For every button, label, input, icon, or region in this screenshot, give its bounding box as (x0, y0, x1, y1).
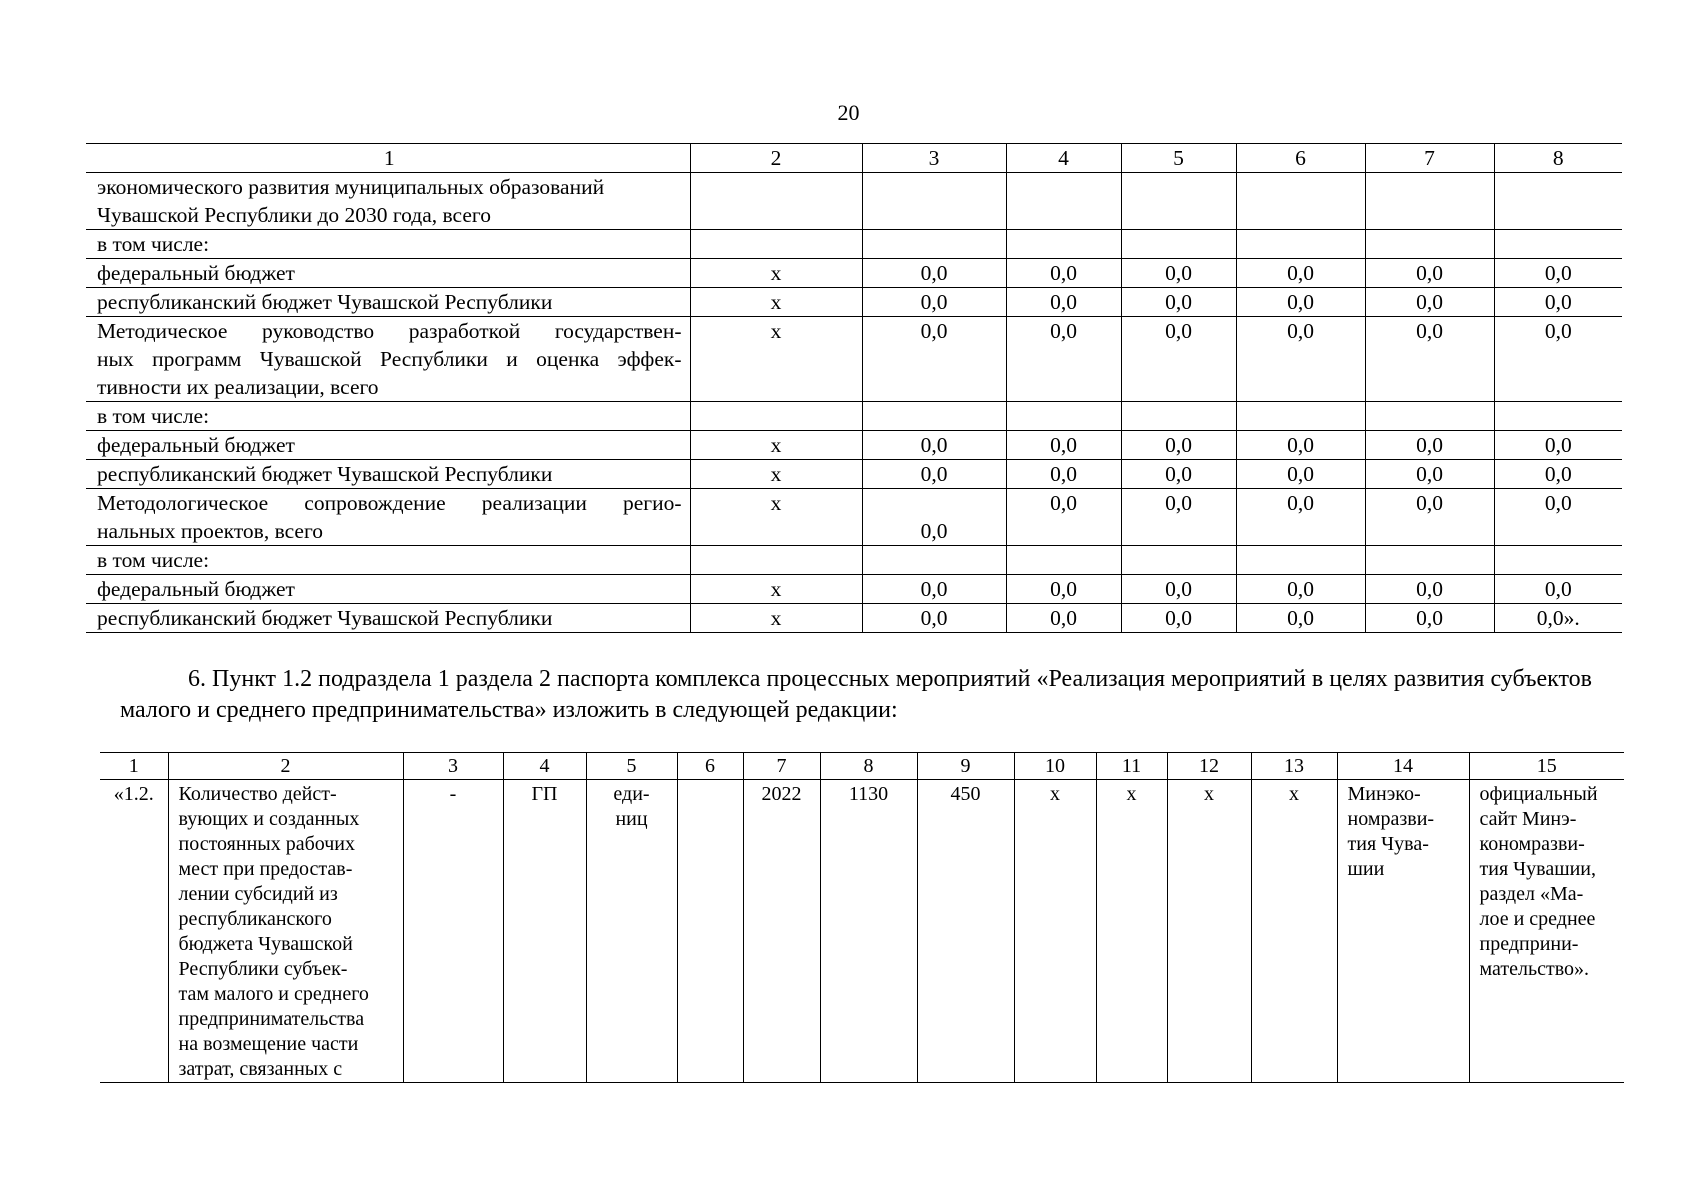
table-cell: 0,0 (1494, 575, 1622, 604)
cell-line: республиканского (178, 908, 332, 930)
table-cell: 0,0 (862, 604, 1006, 633)
column-header: 8 (1494, 144, 1622, 173)
label-line: тивности их реализации, всего (97, 375, 379, 399)
table-cell: 0,0». (1494, 604, 1622, 633)
table-cell (168, 780, 403, 1083)
cell-line: постоянных рабочих (178, 833, 356, 855)
table-cell (1365, 402, 1494, 431)
column-header: 11 (1096, 753, 1167, 780)
table-cell: 1130 (820, 780, 917, 1083)
funding-table (86, 143, 1622, 633)
table-cell: 0,0 (862, 259, 1006, 288)
column-header: 7 (743, 753, 820, 780)
column-header: 2 (690, 144, 862, 173)
cell-line: официальный (1479, 783, 1598, 805)
cell-line: кономразви- (1479, 833, 1585, 855)
table-cell (1006, 402, 1121, 431)
table-cell: 0,0 (1006, 317, 1121, 402)
table-cell: 2022 (743, 780, 820, 1083)
table-cell: 0,0 (1121, 259, 1236, 288)
row-label: федеральный бюджет (86, 431, 690, 460)
table-row (86, 259, 1622, 288)
table-cell: 0,0 (1006, 489, 1121, 546)
table-cell (862, 546, 1006, 575)
table-cell: 0,0 (1006, 259, 1121, 288)
cell-line: Республики субъек- (178, 958, 348, 980)
table-cell: 0,0 (1365, 489, 1494, 546)
table-cell (1121, 230, 1236, 259)
column-header: 1 (86, 144, 690, 173)
table-cell (1494, 173, 1622, 230)
table-header-row (100, 753, 1624, 780)
table-cell: 0,0 (1494, 259, 1622, 288)
table-cell: 0,0 (1006, 575, 1121, 604)
table-cell: x (690, 288, 862, 317)
table-cell (1236, 402, 1365, 431)
table-cell (1365, 173, 1494, 230)
table-row (86, 575, 1622, 604)
table-cell: 0,0 (1121, 288, 1236, 317)
table-cell: 0,0 (862, 288, 1006, 317)
column-header: 10 (1014, 753, 1096, 780)
table-cell: 0,0 (1494, 288, 1622, 317)
indicator-table (100, 752, 1624, 1083)
label-line: Методическое руководство разработкой государствен- (97, 319, 682, 343)
table-cell: 0,0 (1236, 575, 1365, 604)
table-cell (690, 173, 862, 230)
column-header: 1 (100, 753, 168, 780)
table-cell: 0,0 (862, 460, 1006, 489)
column-header: 6 (677, 753, 743, 780)
amendment-text: 6. Пункт 1.2 подраздела 1 раздела 2 паспорта комплекса процессных мероприятий «Реализация мероприятий в целях развития субъектов малого и среднего предпринимательства» изложить в следующей редакции: (120, 666, 1592, 723)
cell-line: лое и среднее (1479, 908, 1596, 930)
table-cell: 0,0 (1494, 460, 1622, 489)
cell-line: ниц (615, 808, 648, 830)
table-cell: 450 (917, 780, 1014, 1083)
table-cell (1365, 230, 1494, 259)
column-header: 3 (403, 753, 503, 780)
table-cell: x (690, 431, 862, 460)
table-cell: 0,0 (862, 575, 1006, 604)
table-row (86, 402, 1622, 431)
table-cell (677, 780, 743, 1083)
table-cell: 0,0 (1365, 604, 1494, 633)
column-header: 12 (1167, 753, 1251, 780)
cell-line: Количество дейст- (178, 783, 337, 805)
table-cell: x (690, 259, 862, 288)
table-row (86, 173, 1622, 230)
table-cell (1236, 546, 1365, 575)
table-cell: 0,0 (1236, 431, 1365, 460)
row-label: в том числе: (86, 402, 690, 431)
row-label: федеральный бюджет (86, 575, 690, 604)
cell-line: номразви- (1347, 808, 1435, 830)
row-label: республиканский бюджет Чувашской Республики (86, 288, 690, 317)
table-cell: 0,0 (1365, 317, 1494, 402)
column-header: 14 (1337, 753, 1469, 780)
cell-line: Минэко- (1347, 783, 1421, 805)
row-label (86, 489, 690, 546)
column-header: 15 (1469, 753, 1624, 780)
table-cell: 0,0 (1365, 460, 1494, 489)
row-label (86, 317, 690, 402)
table-cell: 0,0 (1121, 575, 1236, 604)
column-header: 2 (168, 753, 403, 780)
column-header: 7 (1365, 144, 1494, 173)
column-header: 9 (917, 753, 1014, 780)
table-cell: 0,0 (1236, 317, 1365, 402)
table-cell: 0,0 (1006, 431, 1121, 460)
table-cell: x (690, 575, 862, 604)
cell-line: бюджета Чувашской (178, 933, 353, 955)
table-cell: 0,0 (1365, 259, 1494, 288)
table-row (86, 460, 1622, 489)
cell-line: тия Чува- (1347, 833, 1429, 855)
table-cell: 0,0 (862, 431, 1006, 460)
cell-line: мательство». (1479, 958, 1590, 980)
cell-line: вующих и созданных (178, 808, 360, 830)
row-label: экономического развития муниципальных образований Чувашской Республики до 2030 года, всего (86, 173, 690, 230)
table-cell (1337, 780, 1469, 1083)
table-cell (1006, 230, 1121, 259)
table-header-row (86, 144, 1622, 173)
cell-line: еди- (613, 783, 650, 805)
table-cell: 0,0 (1236, 604, 1365, 633)
table-cell: 0,0 (1121, 460, 1236, 489)
cell-line: тия Чувашии, (1479, 858, 1597, 880)
table-cell (1236, 173, 1365, 230)
label-line: Методологическое сопровождение реализации регио- (97, 491, 682, 515)
label-line: нальных проектов, всего (97, 519, 323, 543)
table-row (86, 546, 1622, 575)
table-cell (690, 402, 862, 431)
table-cell: 0,0 (1006, 460, 1121, 489)
table-cell: 0,0 (1006, 604, 1121, 633)
cell-line: шии (1347, 858, 1385, 880)
table-cell (1494, 546, 1622, 575)
table-row (86, 317, 1622, 402)
cell-line: предприни- (1479, 933, 1579, 955)
column-header: 13 (1251, 753, 1337, 780)
table-row (86, 604, 1622, 633)
table-row (100, 780, 1624, 1083)
column-header: 6 (1236, 144, 1365, 173)
table-cell: 0,0 (1121, 431, 1236, 460)
amendment-paragraph (120, 664, 1592, 726)
cell-line: мест при предостав- (178, 858, 353, 880)
page-number: 20 (837, 100, 860, 125)
cell-line: лении субсидий из (178, 883, 338, 905)
table-cell: 0,0 (1236, 288, 1365, 317)
column-header: 3 (862, 144, 1006, 173)
table-cell: 0,0 (862, 317, 1006, 402)
table-cell: 0,0 (1121, 317, 1236, 402)
column-header: 4 (503, 753, 586, 780)
table-cell: x (1096, 780, 1167, 1083)
row-label: федеральный бюджет (86, 259, 690, 288)
table-cell: x (690, 317, 862, 402)
table-cell: 0,0 (1121, 489, 1236, 546)
table-cell: x (690, 604, 862, 633)
table-row (86, 288, 1622, 317)
table-cell: 0,0 (862, 489, 1006, 546)
table-cell (690, 230, 862, 259)
table-cell (1494, 402, 1622, 431)
table-cell (1236, 230, 1365, 259)
table-cell: 0,0 (1494, 317, 1622, 402)
column-header: 5 (1121, 144, 1236, 173)
table-cell (1469, 780, 1624, 1083)
table-cell: 0,0 (1494, 431, 1622, 460)
table-cell (690, 546, 862, 575)
table-cell: ГП (503, 780, 586, 1083)
table-cell: - (403, 780, 503, 1083)
table-cell: 0,0 (1236, 259, 1365, 288)
table-cell (586, 780, 677, 1083)
table-cell: 0,0 (1365, 575, 1494, 604)
table-cell (1121, 173, 1236, 230)
table-row (86, 230, 1622, 259)
column-header: 5 (586, 753, 677, 780)
table-cell: x (690, 489, 862, 546)
table-cell: x (1167, 780, 1251, 1083)
row-label: в том числе: (86, 546, 690, 575)
cell-line: там малого и среднего (178, 983, 369, 1005)
cell-line: на возмещение части (178, 1033, 359, 1055)
row-label: в том числе: (86, 230, 690, 259)
row-label: республиканский бюджет Чувашской Республики (86, 460, 690, 489)
table-cell: «1.2. (100, 780, 168, 1083)
cell-line: сайт Минэ- (1479, 808, 1577, 830)
cell-line: раздел «Ма- (1479, 883, 1584, 905)
column-header: 4 (1006, 144, 1121, 173)
table-cell: 0,0 (1006, 288, 1121, 317)
table-cell: x (1014, 780, 1096, 1083)
table-cell: 0,0 (1365, 288, 1494, 317)
cell-line: предпринимательства (178, 1008, 365, 1030)
table-cell (862, 230, 1006, 259)
cell-line: затрат, связанных с (178, 1058, 343, 1080)
table-row (86, 431, 1622, 460)
table-cell: x (690, 460, 862, 489)
table-cell: 0,0 (1121, 604, 1236, 633)
table-cell: x (1251, 780, 1337, 1083)
table-cell (1365, 546, 1494, 575)
table-cell (1006, 173, 1121, 230)
table-cell: 0,0 (1365, 431, 1494, 460)
table-row (86, 489, 1622, 546)
column-header: 8 (820, 753, 917, 780)
table-cell (1494, 230, 1622, 259)
table-cell (1006, 546, 1121, 575)
table-cell (1121, 546, 1236, 575)
table-cell: 0,0 (1494, 489, 1622, 546)
table-cell: 0,0 (1236, 460, 1365, 489)
table-cell (862, 173, 1006, 230)
table-cell (1121, 402, 1236, 431)
table-cell (862, 402, 1006, 431)
row-label: республиканский бюджет Чувашской Республики (86, 604, 690, 633)
table-cell: 0,0 (1236, 489, 1365, 546)
label-line: ных программ Чувашской Республики и оценка эффек- (97, 347, 682, 371)
